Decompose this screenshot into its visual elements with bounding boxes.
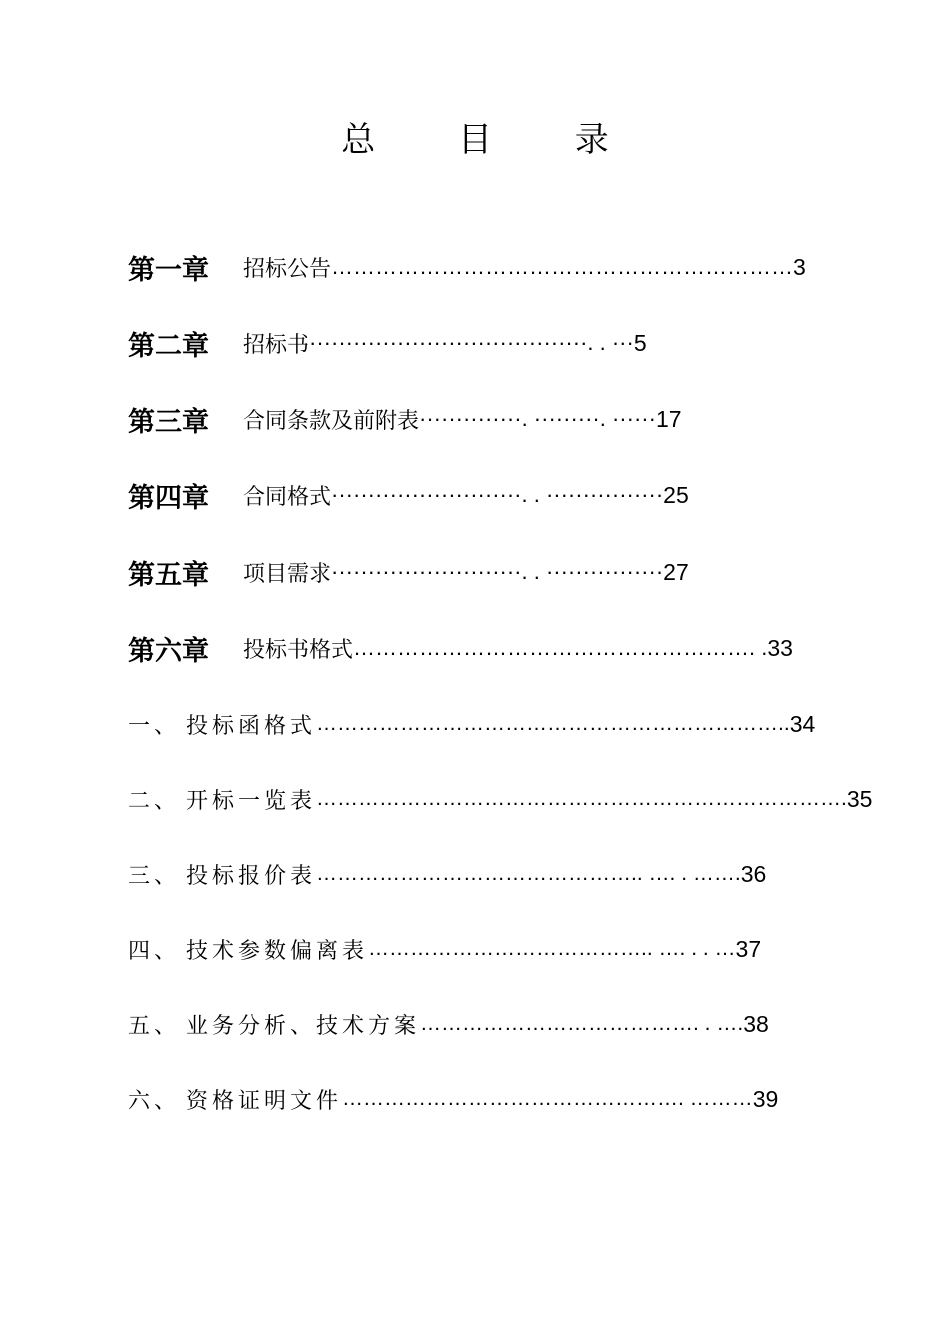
section-title: 技术参数偏离表 (186, 938, 369, 964)
page-number: 34 (789, 710, 816, 737)
section-title: 投标函格式 (186, 713, 317, 739)
dot-leader: ··························. . ················ (331, 559, 664, 584)
section-number: 二、 (128, 788, 181, 814)
dot-leader: ······································. . ··· (309, 330, 634, 355)
toc-section-3[interactable] (128, 854, 766, 894)
toc-chapter-1[interactable] (128, 247, 806, 287)
page-number: 33 (767, 634, 793, 661)
section-number: 五、 (128, 1013, 181, 1039)
dot-leader: ……………………………………….. …. . ……. (316, 862, 741, 885)
chapter-title: 投标书格式 (243, 637, 354, 663)
section-title: 投标报价表 (186, 863, 317, 889)
page-number: 27 (663, 558, 689, 585)
chapter-number: 第五章 (128, 559, 209, 591)
chapter-title: 招标书 (243, 332, 310, 358)
page-number: 5 (633, 329, 647, 356)
page-number: 25 (663, 481, 689, 508)
dot-leader: …………………………………………………………………. (316, 787, 847, 810)
toc-chapter-4[interactable] (128, 475, 689, 515)
page-number: 35 (846, 785, 873, 812)
section-title: 资格证明文件 (186, 1088, 343, 1114)
chapter-number: 第一章 (128, 254, 209, 286)
section-number: 四、 (128, 938, 181, 964)
toc-section-1[interactable] (128, 704, 815, 744)
section-title: 开标一览表 (186, 788, 317, 814)
toc-section-2[interactable] (128, 779, 872, 819)
section-number: 一、 (128, 713, 181, 739)
chapter-number: 第二章 (128, 330, 209, 362)
section-title: 业务分析、技术方案 (186, 1013, 421, 1039)
dot-leader: …………………………………. . …. (420, 1012, 744, 1035)
section-number: 六、 (128, 1088, 181, 1114)
dot-leader: ··············. ·········. ······ (419, 406, 656, 431)
chapter-title: 项目需求 (243, 561, 332, 587)
chapter-title: 合同条款及前附表 (243, 408, 420, 434)
toc-chapter-3[interactable] (128, 399, 682, 439)
toc-section-4[interactable] (128, 929, 761, 969)
page-number: 3 (793, 253, 806, 280)
page-number: 38 (743, 1010, 769, 1037)
chapter-number: 第四章 (128, 482, 209, 514)
dot-leader: ………………………………………………. . (353, 635, 768, 660)
chapter-title: 招标公告 (243, 256, 332, 282)
page-number: 37 (735, 935, 762, 962)
toc-chapter-6[interactable] (128, 628, 793, 668)
dot-leader: ………………………………………………………….. (316, 712, 790, 735)
chapter-title: 合同格式 (243, 484, 332, 510)
page-number: 17 (655, 405, 682, 432)
section-number: 三、 (128, 863, 181, 889)
page-title: 总 目 录 (341, 120, 645, 160)
dot-leader: …………………………………………. ……… (342, 1087, 753, 1110)
page-number: 36 (740, 860, 767, 887)
dot-leader: ……………………………………………………… (331, 254, 794, 279)
toc-section-5[interactable] (128, 1004, 769, 1044)
dot-leader: ………………………………….. …. . . … (368, 937, 736, 960)
toc-section-6[interactable] (128, 1079, 778, 1119)
chapter-number: 第六章 (128, 635, 209, 667)
toc-chapter-2[interactable] (128, 323, 647, 363)
page-number: 39 (752, 1085, 779, 1112)
dot-leader: ··························. . ················ (331, 482, 664, 507)
chapter-number: 第三章 (128, 406, 209, 438)
toc-chapter-5[interactable] (128, 552, 689, 592)
